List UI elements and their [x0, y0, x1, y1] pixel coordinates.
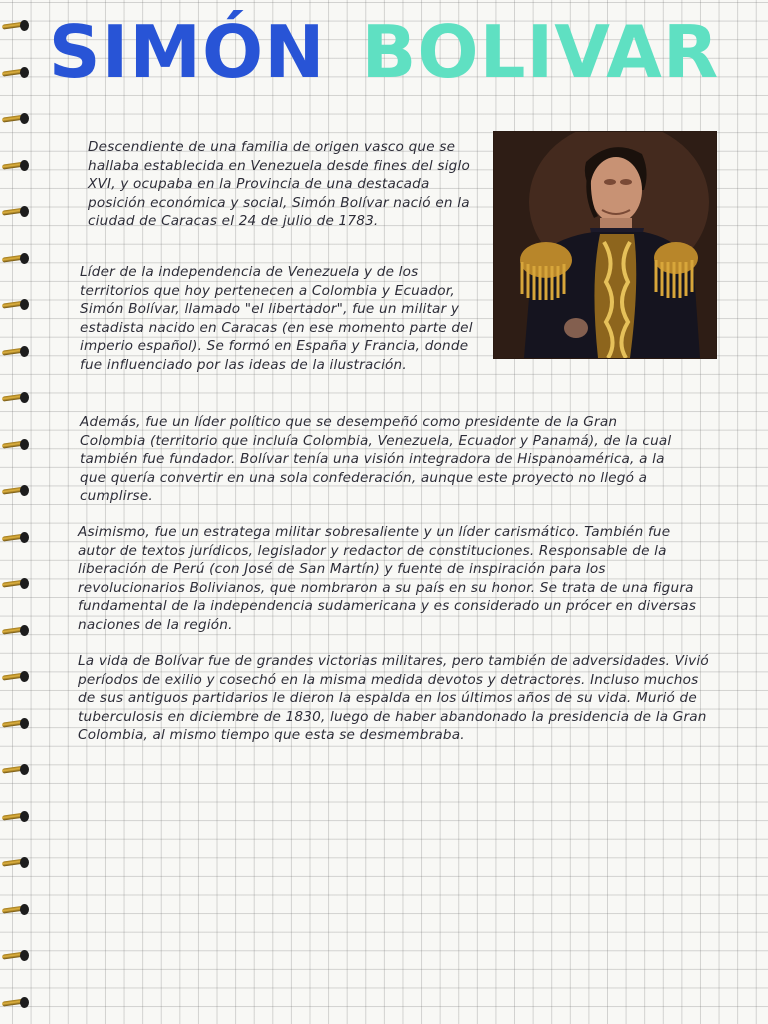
- binding-hole: [20, 904, 29, 915]
- paragraph-later-life: La vida de Bolívar fue de grandes victorias militares, pero también de adversidades. Vivió períodos de exilio y cosechó en la misma medida devotos y detractores. Incluso muchos de sus antiguos partidarios le dieron la espalda en los últimos años de su vida. Murió de tuberculosis en diciembre de 1830, luego de haber abandonado la presidencia de la Gran Colombia, al mismo tiempo que esta se desmembraba.: [78, 653, 709, 744]
- portrait-illustration: [494, 132, 716, 358]
- binding-hole: [20, 997, 29, 1008]
- binding-hole: [20, 811, 29, 822]
- binding-hole: [20, 718, 29, 729]
- binding-ring: [0, 671, 28, 683]
- portrait-image: [494, 132, 716, 358]
- title-last-name: BOLIVAR: [361, 10, 720, 94]
- binding-hole: [20, 950, 29, 961]
- binding-ring: [0, 206, 28, 218]
- binding-ring: [0, 578, 28, 590]
- binding-hole: [20, 346, 29, 357]
- binding-hole: [20, 253, 29, 264]
- binding-ring: [0, 532, 28, 544]
- binding-hole: [20, 671, 29, 682]
- binding-hole: [20, 578, 29, 589]
- paragraph-independence-leader: Líder de la independencia de Venezuela y de los territorios que hoy pertenecen a Colombia y Ecuador, Simón Bolívar, llamado "el libertador", fue un militar y estadista nacido en Caracas (en ese momento parte del imperio español). Se formó en España y Francia, donde fue influenciado por las ideas de la ilustración.: [80, 264, 473, 373]
- binding-hole: [20, 625, 29, 636]
- binding-ring: [0, 997, 28, 1009]
- binding-hole: [20, 206, 29, 217]
- binding-hole: [20, 299, 29, 310]
- binding-ring: [0, 253, 28, 265]
- binding-ring: [0, 718, 28, 730]
- page-title: [0, 10, 768, 94]
- binding-ring: [0, 857, 28, 869]
- paragraph-political-leader: Además, fue un líder político que se desempeñó como presidente de la Gran Colombia (territorio que incluía Colombia, Venezuela, Ecuador y Panamá), de la cual también fue fundador. Bolívar tenía una visión integradora de Hispanoamérica, a la que quería convertir en una sola confederación, aunque este proyecto no llegó a cumplirse.: [80, 414, 672, 505]
- binding-hole: [20, 532, 29, 543]
- binding-hole: [20, 113, 29, 124]
- binding-hole: [20, 764, 29, 775]
- binding-ring: [0, 346, 28, 358]
- binding-ring: [0, 485, 28, 497]
- binding-ring: [0, 950, 28, 962]
- binding-ring: [0, 299, 28, 311]
- binding-hole: [20, 439, 29, 450]
- binding-ring: [0, 113, 28, 125]
- binding-ring: [0, 764, 28, 776]
- paragraph-origin: Descendiente de una familia de origen vasco que se hallaba establecida en Venezuela desde fines del siglo XVI, y ocupaba en la Provincia de una destacada posición económica y social, Simón Bolívar nació en la ciudad de Caracas el 24 de julio de 1783.: [88, 139, 471, 230]
- binding-hole: [20, 160, 29, 171]
- binding-ring: [0, 811, 28, 823]
- binding-ring: [0, 439, 28, 451]
- binding-ring: [0, 904, 28, 916]
- binding-ring: [0, 625, 28, 637]
- title-first-name: SIMÓN: [48, 10, 326, 94]
- binding-ring: [0, 392, 28, 404]
- binding-hole: [20, 392, 29, 403]
- paragraph-military-strategist: Asimismo, fue un estratega militar sobresaliente y un líder carismático. También fue autor de textos jurídicos, legislador y redactor de constituciones. Responsable de la liberación de Perú (con José de San Martín) y fuente de inspiración para los revolucionarios Bolivianos, que nombraron a su país en su honor. Se trata de una figura fundamental de la independencia sudamericana y es considerado un prócer en diversas naciones de la región.: [78, 524, 697, 633]
- binding-hole: [20, 485, 29, 496]
- binding-ring: [0, 160, 28, 172]
- binding-hole: [20, 857, 29, 868]
- spiral-binding: [0, 0, 30, 1024]
